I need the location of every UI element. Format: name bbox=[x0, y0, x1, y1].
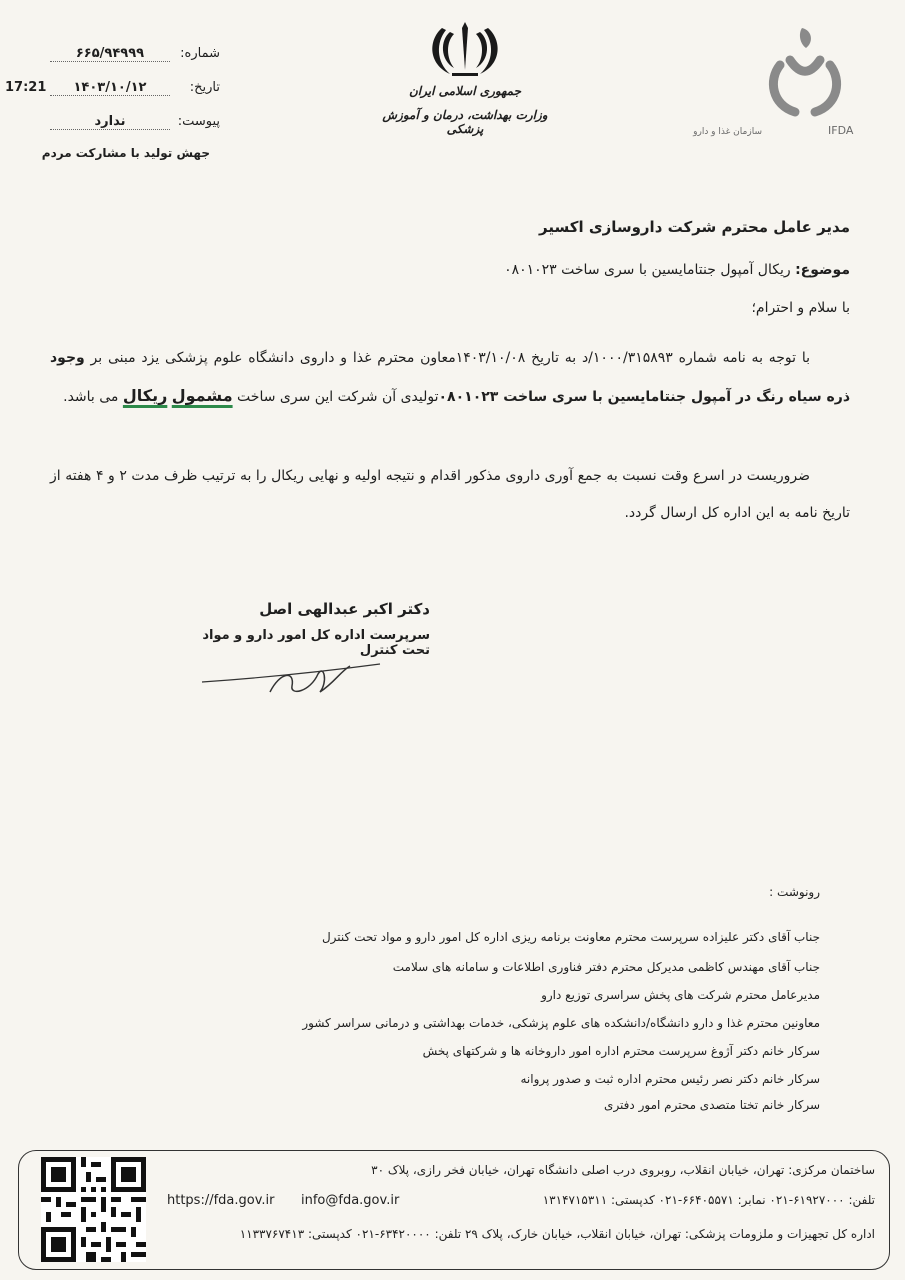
number-label: شماره: bbox=[180, 46, 220, 61]
footer-website[interactable]: https://fda.gov.ir bbox=[167, 1193, 275, 1208]
cc-item: معاونین محترم غذا و دارو دانشگاه/دانشکده های علوم پزشکی، خدمات بهداشتی و درمانی سراسر کشور bbox=[302, 1016, 820, 1030]
ifda-logo bbox=[693, 20, 860, 140]
footer-email[interactable]: info@fda.gov.ir bbox=[301, 1193, 400, 1208]
cc-item: جناب آقای دکتر علیزاده سرپرست محترم معاونت برنامه ریزی اداره کل امور دارو و مواد تحت کنترل bbox=[321, 930, 820, 944]
p1-bold: وجود ذره سیاه رنگ در آمپول جنتامایسین با سری ساخت ۰۸۰۱۰۲۳ bbox=[50, 350, 850, 405]
cc-item: سرکار خانم تختا متصدی محترم امور دفتری bbox=[604, 1098, 820, 1112]
cc-item: سرکار خانم دکتر آژوغ سرپرست محترم اداره امور داروخانه ها و شرکتهای پخش bbox=[422, 1044, 820, 1058]
recipient: مدیر عامل محترم شرکت داروسازی اکسیر bbox=[539, 218, 850, 236]
number-row bbox=[20, 46, 220, 66]
qr-code-icon[interactable] bbox=[41, 1157, 146, 1262]
handwritten-signature bbox=[200, 652, 400, 707]
cc-item: جناب آقای مهندس کاظمی مدیرکل محترم دفتر فناوری اطلاعات و سامانه های سلامت bbox=[392, 960, 820, 974]
paragraph-1 bbox=[50, 340, 850, 416]
time-stamp: 17:21 bbox=[5, 80, 47, 95]
ifda-en-text: IFDA bbox=[828, 124, 854, 137]
attachment-row bbox=[20, 114, 220, 134]
attachment-label: پیوست: bbox=[177, 114, 220, 129]
paragraph-2: ضروریست در اسرع وقت نسبت به جمع آوری داروی مذکور اقدام و نتیجه اولیه و نهایی ریکال را به ترتیب ظرف مدت ۲ و ۴ هفته از تاریخ نامه به این اداره کل ارسال گردد. bbox=[50, 468, 850, 521]
date-value: ۱۴۰۳/۱۰/۱۲ bbox=[50, 80, 170, 96]
signer-title: سرپرست اداره کل امور دارو و مواد تحت کنترل bbox=[202, 628, 430, 658]
ifda-fa-text: سازمان غذا و دارو bbox=[693, 127, 762, 137]
number-value: ۶۶۵/۹۴۹۹۹ bbox=[50, 46, 170, 62]
footer-box bbox=[18, 1150, 890, 1270]
slogan: جهش تولید با مشارکت مردم bbox=[41, 146, 210, 160]
footer-phone: تلفن: ۶۱۹۲۷۰۰۰-۰۲۱ نمابر: ۶۶۴۰۵۵۷۱-۰۲۱ کدپستی: ۱۳۱۴۷۱۵۳۱۱ bbox=[542, 1193, 875, 1207]
cc-item: سرکار خانم دکتر نصر رئیس محترم اداره ثبت و صدور پروانه bbox=[520, 1072, 820, 1086]
p1-end: می باشد. bbox=[63, 389, 123, 405]
cc-item: مدیرعامل محترم شرکت های پخش سراسری توزیع دارو bbox=[541, 988, 820, 1002]
subject-label: موضوع: bbox=[795, 262, 850, 278]
cc-heading: رونوشت : bbox=[769, 885, 820, 899]
subject-text: ریکال آمپول جنتامایسین با سری ساخت ۰۸۰۱۰۲۳ bbox=[504, 262, 791, 278]
footer-address: ساختمان مرکزی: تهران، خیابان انقلاب، روبروی درب اصلی دانشگاه تهران، خیابان فخر رازی، پلاک ۳۰ bbox=[371, 1163, 875, 1177]
p1-mid: تولیدی آن شرکت این سری ساخت bbox=[232, 389, 439, 405]
gov-name: جمهوری اسلامی ایران bbox=[408, 84, 522, 98]
signer-name: دکتر اکبر عبدالهی اصل bbox=[259, 600, 430, 618]
p1-underlined-2: ریکال bbox=[122, 386, 168, 405]
attachment-value: ندارد bbox=[50, 114, 170, 130]
subject-line bbox=[504, 262, 850, 278]
greeting: با سلام و احترام؛ bbox=[751, 300, 850, 316]
footer-equipment-office: اداره کل تجهیزات و ملزومات پزشکی: تهران، خیابان انقلاب، خیابان خارک، پلاک ۲۹ تلفن: ۶۳۴۲۰۰۰۰-۰۲۱ کدپستی: ۱۱۳۳۷۶۷۴۱۳ bbox=[239, 1227, 875, 1241]
p1-intro: با توجه به نامه شماره ۱۰۰۰/۳۱۵۸۹۳/د به تاریخ ۱۴۰۳/۱۰/۰۸معاون محترم غذا و داروی دانشگاه علوم پزشکی یزد مبنی بر bbox=[84, 350, 810, 366]
date-row bbox=[20, 80, 220, 100]
ministry-name: وزارت بهداشت، درمان و آموزش پزشکی bbox=[382, 108, 548, 136]
p1-underlined-1: مشمول bbox=[171, 386, 233, 405]
iran-emblem-icon bbox=[420, 18, 510, 80]
date-label: تاریخ: bbox=[189, 80, 220, 95]
